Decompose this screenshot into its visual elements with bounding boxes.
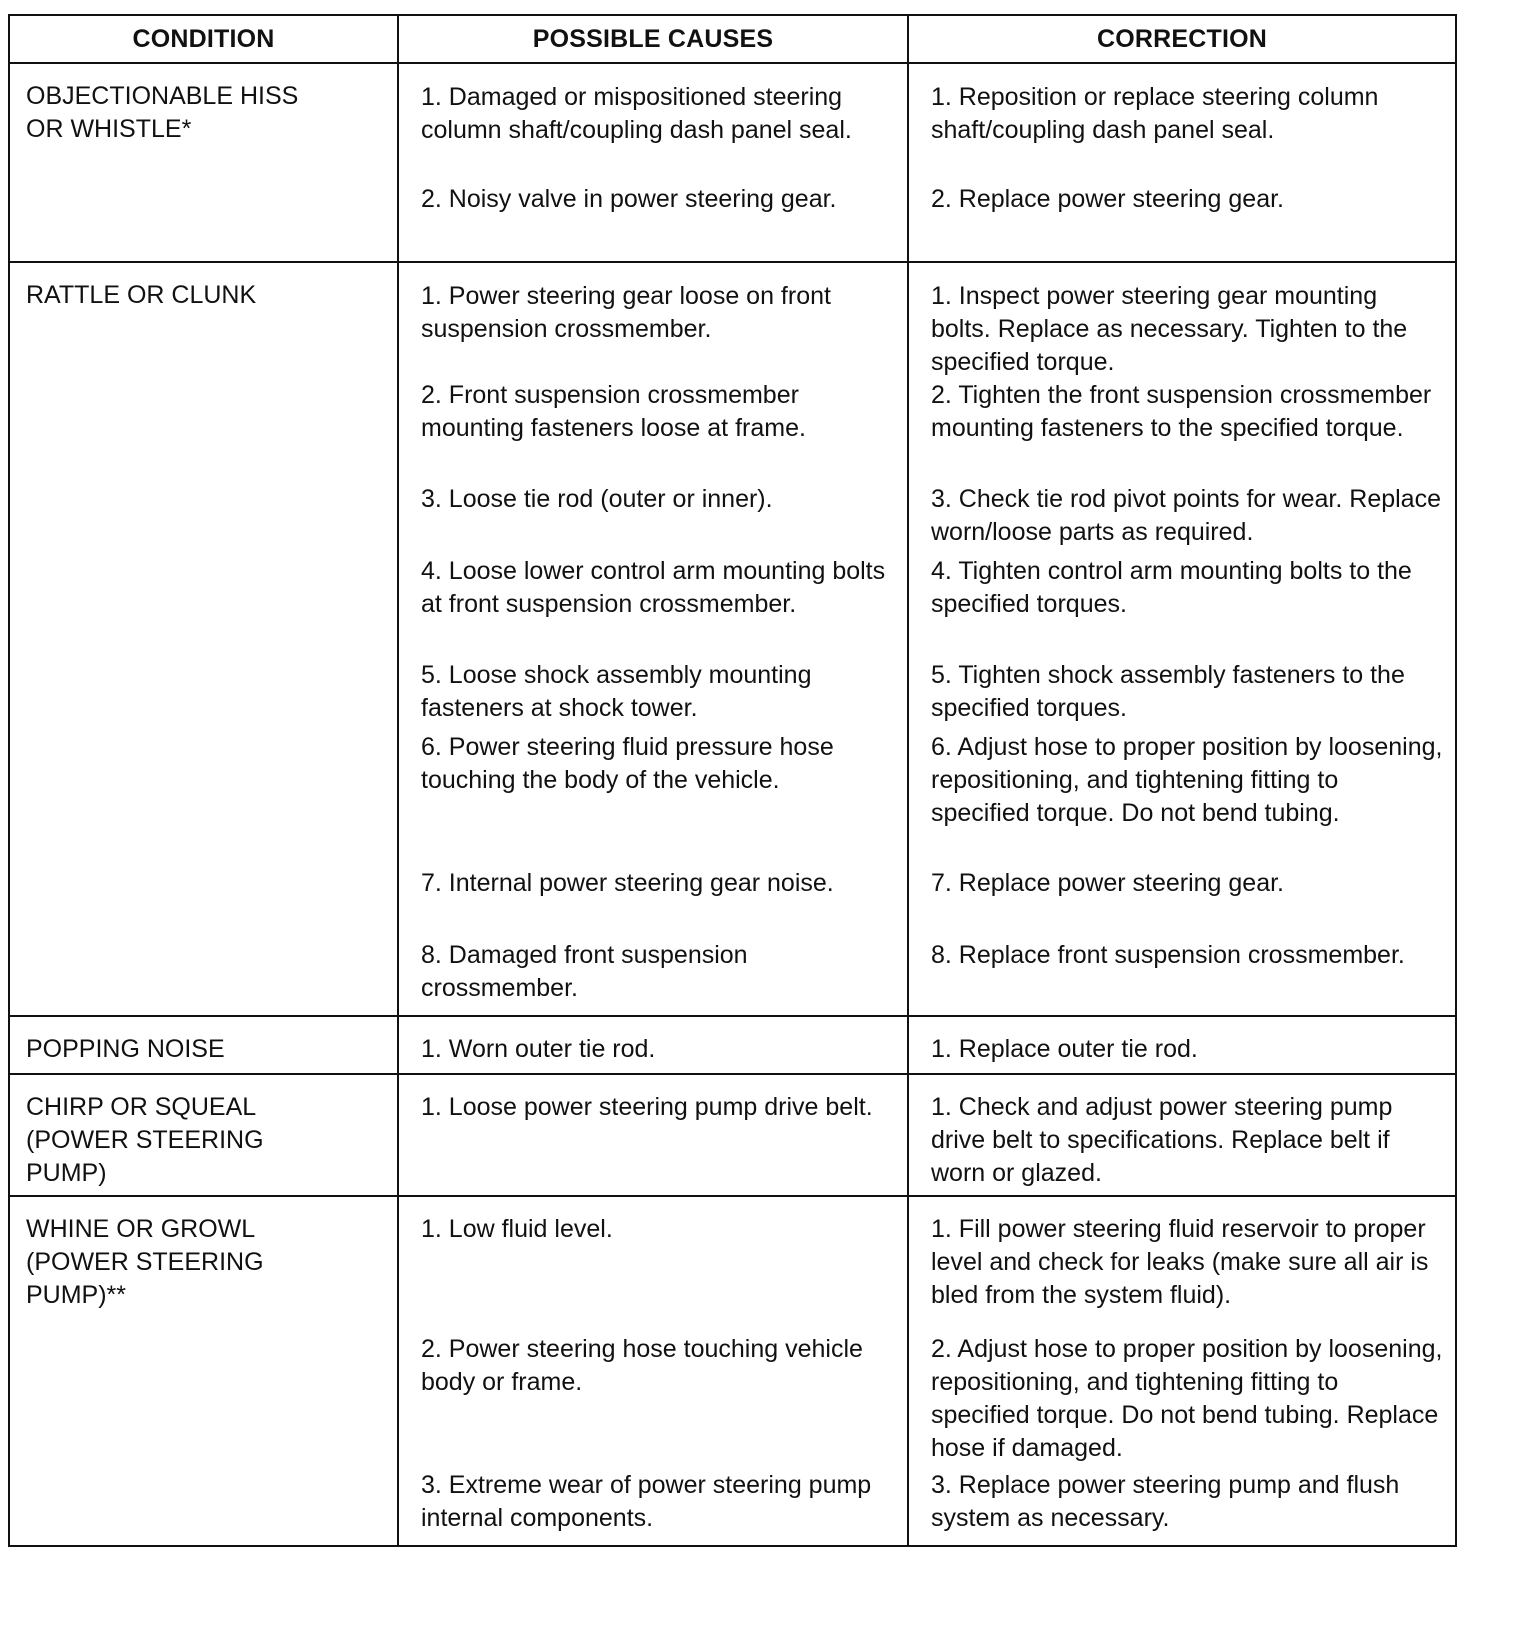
correction-cell xyxy=(908,1016,1456,1074)
correction-cell xyxy=(908,939,1456,1016)
table-row xyxy=(9,262,1456,379)
correction-cell xyxy=(908,183,1456,262)
cause-text: 5. Loose shock assembly mounting fasteners at shock tower. xyxy=(421,661,812,722)
correction-cell xyxy=(908,867,1456,939)
condition-text: RATTLE OR CLUNK xyxy=(26,281,257,309)
cause-text: 1. Worn outer tie rod. xyxy=(421,1035,656,1063)
condition-text: POPPING NOISE xyxy=(26,1035,225,1063)
cause-text: 1. Loose power steering pump drive belt. xyxy=(421,1093,873,1121)
header-row xyxy=(9,15,1456,63)
condition-cell xyxy=(9,262,398,1016)
cause-text: 2. Front suspension crossmember mounting fasteners loose at frame. xyxy=(421,381,806,442)
correction-cell xyxy=(908,483,1456,555)
correction-cell xyxy=(908,379,1456,483)
cause-cell xyxy=(398,1074,908,1196)
condition-cell xyxy=(9,1016,398,1074)
correction-text: 1. Replace outer tie rod. xyxy=(931,1035,1198,1063)
table-row xyxy=(9,1196,1456,1333)
cause-text: 1. Damaged or mispositioned steering column shaft/coupling dash panel seal. xyxy=(421,83,852,144)
condition-text: WHINE OR GROWL (POWER STEERING PUMP)** xyxy=(26,1215,264,1309)
cause-cell xyxy=(398,1469,908,1546)
cause-cell xyxy=(398,659,908,731)
cause-cell xyxy=(398,555,908,659)
condition-cell xyxy=(9,1074,398,1196)
correction-text: 4. Tighten control arm mounting bolts to the specified torques. xyxy=(931,557,1412,618)
table-row xyxy=(9,1074,1456,1196)
cause-cell xyxy=(398,379,908,483)
cause-text: 2. Noisy valve in power steering gear. xyxy=(421,185,837,213)
cause-text: 3. Extreme wear of power steering pump internal components. xyxy=(421,1471,872,1532)
condition-cell xyxy=(9,63,398,262)
cause-text: 3. Loose tie rod (outer or inner). xyxy=(421,485,773,513)
cause-cell xyxy=(398,1196,908,1333)
correction-cell xyxy=(908,1196,1456,1333)
correction-text: 3. Replace power steering pump and flush system as necessary. xyxy=(931,1471,1400,1532)
correction-text: 1. Fill power steering fluid reservoir to proper level and check for leaks (make sure all air is bled from the system fluid). xyxy=(931,1215,1429,1309)
correction-text: 2. Replace power steering gear. xyxy=(931,185,1284,213)
cause-cell xyxy=(398,731,908,867)
correction-text: 7. Replace power steering gear. xyxy=(931,869,1284,897)
cause-cell xyxy=(398,1016,908,1074)
cause-text: 4. Loose lower control arm mounting bolts at front suspension crossmember. xyxy=(421,557,886,618)
correction-text: 1. Inspect power steering gear mounting bolts. Replace as necessary. Tighten to the specified torque. xyxy=(931,282,1408,376)
correction-cell xyxy=(908,262,1456,379)
cause-cell xyxy=(398,183,908,262)
correction-cell xyxy=(908,63,1456,183)
correction-cell xyxy=(908,731,1456,867)
condition-cell xyxy=(9,1196,398,1546)
condition-text: OBJECTIONABLE HISS OR WHISTLE* xyxy=(26,82,299,143)
correction-text: 1. Reposition or replace steering column shaft/coupling dash panel seal. xyxy=(931,83,1379,144)
cause-cell xyxy=(398,262,908,379)
cause-cell xyxy=(398,483,908,555)
cause-text: 6. Power steering fluid pressure hose touching the body of the vehicle. xyxy=(421,733,834,794)
correction-text: 6. Adjust hose to proper position by loosening, repositioning, and tightening fitting to specified torque. Do not bend tubing. xyxy=(931,733,1443,827)
correction-text: 5. Tighten shock assembly fasteners to the specified torques. xyxy=(931,661,1405,722)
correction-cell xyxy=(908,1469,1456,1546)
cause-cell xyxy=(398,1333,908,1469)
cause-text: 7. Internal power steering gear noise. xyxy=(421,869,834,897)
cause-text: 1. Power steering gear loose on front suspension crossmember. xyxy=(421,282,831,343)
cause-cell xyxy=(398,63,908,183)
cause-text: 8. Damaged front suspension crossmember. xyxy=(421,941,748,1002)
cause-cell xyxy=(398,939,908,1016)
correction-text: 1. Check and adjust power steering pump drive belt to specifications. Replace belt if worn or glazed. xyxy=(931,1093,1393,1187)
correction-text: 3. Check tie rod pivot points for wear. Replace worn/loose parts as required. xyxy=(931,485,1441,546)
correction-text: 2. Tighten the front suspension crossmember mounting fasteners to the specified torque. xyxy=(931,381,1432,442)
table-row xyxy=(9,63,1456,183)
correction-text: 8. Replace front suspension crossmember. xyxy=(931,941,1405,969)
table-row xyxy=(9,1016,1456,1074)
diagnosis-table-container xyxy=(8,14,1455,1547)
header-possible-causes: POSSIBLE CAUSES xyxy=(398,15,908,63)
correction-text: 2. Adjust hose to proper position by loosening, repositioning, and tightening fitting to specified torque. Do not bend tubing. Replace hose if damaged. xyxy=(931,1335,1443,1462)
cause-text: 1. Low fluid level. xyxy=(421,1215,613,1243)
header-correction: CORRECTION xyxy=(908,15,1456,63)
cause-text: 2. Power steering hose touching vehicle body or frame. xyxy=(421,1335,863,1396)
condition-text: CHIRP OR SQUEAL (POWER STEERING PUMP) xyxy=(26,1093,264,1187)
correction-cell xyxy=(908,555,1456,659)
correction-cell xyxy=(908,659,1456,731)
diagnosis-table xyxy=(8,14,1457,1547)
header-condition: CONDITION xyxy=(9,15,398,63)
cause-cell xyxy=(398,867,908,939)
correction-cell xyxy=(908,1333,1456,1469)
correction-cell xyxy=(908,1074,1456,1196)
